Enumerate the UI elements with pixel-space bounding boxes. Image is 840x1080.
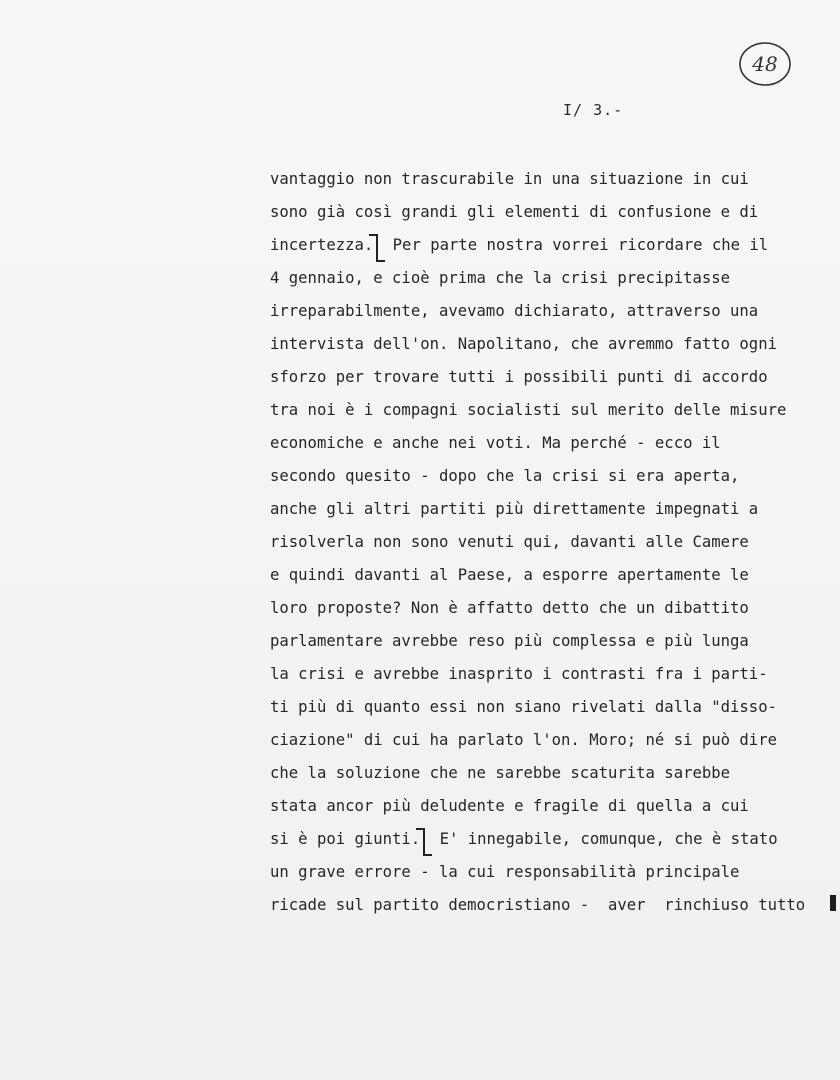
handwritten-page-stamp <box>737 40 793 88</box>
text-line: economiche e anche nei voti. Ma perché - ecco il <box>270 434 721 452</box>
text-line: secondo quesito - dopo che la crisi si era aperta, <box>270 467 740 485</box>
margin-ink-mark <box>830 895 836 911</box>
text-line: ricade sul partito democristiano - aver rinchiuso tutto <box>270 896 806 914</box>
text-line: vantaggio non trascurabile in una situazione in cui <box>270 170 749 188</box>
text-line: che la soluzione che ne sarebbe scaturita sarebbe <box>270 764 731 782</box>
text-line: un grave errore - la cui responsabilità principale <box>270 863 740 881</box>
text-segment: Per parte nostra vorrei ricordare che il <box>383 236 769 254</box>
text-line: intervista dell'on. Napolitano, che avremmo fatto ogni <box>270 335 777 353</box>
text-line: 4 gennaio, e cioè prima che la crisi precipitasse <box>270 269 731 287</box>
text-segment: E' innegabile, comunque, che è stato <box>430 830 778 848</box>
text-segment: si è poi giunti. <box>270 830 421 848</box>
text-line: stata ancor più deludente e fragile di quella a cui <box>270 797 749 815</box>
section-bracket-mark <box>420 832 430 848</box>
text-segment: incertezza. <box>270 236 374 254</box>
text-line: ti più di quanto essi non siano rivelati dalla "disso- <box>270 698 777 716</box>
text-line <box>270 823 840 856</box>
page-stamp-number: 48 <box>752 52 778 76</box>
page-number: I/ 3.- <box>563 101 624 119</box>
text-line: risolverla non sono venuti qui, davanti alle Camere <box>270 533 749 551</box>
text-line: loro proposte? Non è affatto detto che un dibattito <box>270 599 749 617</box>
text-line: parlamentare avrebbe reso più complessa e più lunga <box>270 632 749 650</box>
text-line: la crisi e avrebbe inasprito i contrasti fra i parti- <box>270 665 768 683</box>
text-line: sforzo per trovare tutti i possibili punti di accordo <box>270 368 768 386</box>
section-bracket-mark <box>373 238 383 254</box>
text-line: sono già così grandi gli elementi di confusione e di <box>270 203 759 221</box>
text-line <box>270 229 840 262</box>
text-line: e quindi davanti al Paese, a esporre apertamente le <box>270 566 749 584</box>
text-line: anche gli altri partiti più direttamente impegnati a <box>270 500 759 518</box>
typed-text-body <box>270 163 840 922</box>
text-line: ciazione" di cui ha parlato l'on. Moro; né si può dire <box>270 731 777 749</box>
text-line: irreparabilmente, avevamo dichiarato, attraverso una <box>270 302 759 320</box>
text-line: tra noi è i compagni socialisti sul merito delle misure <box>270 401 787 419</box>
